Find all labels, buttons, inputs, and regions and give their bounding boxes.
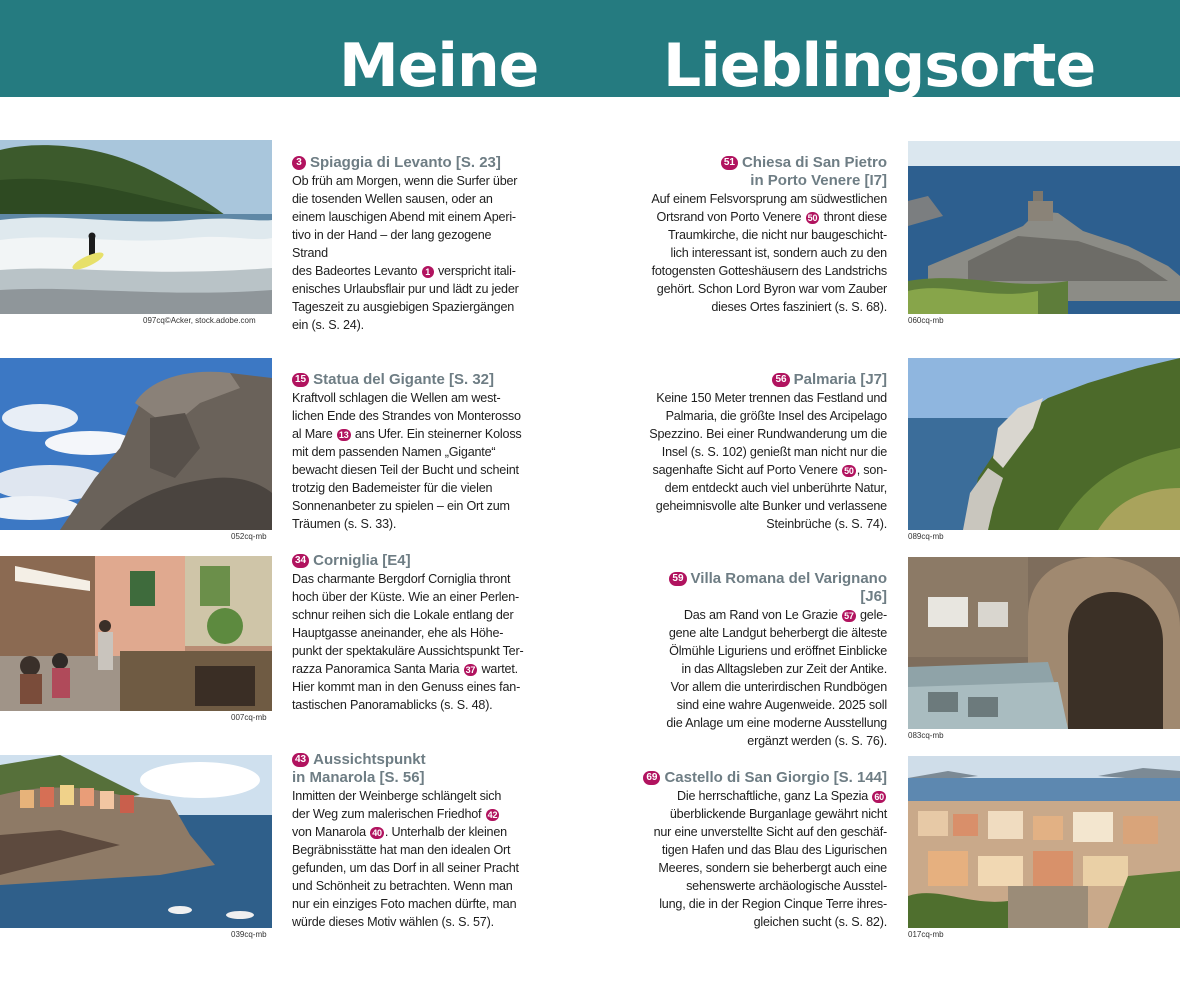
location-number-badge: 51 <box>721 156 738 170</box>
entry-title: 43 Aussichtspunkt in Manarola [S. 56] <box>292 751 426 787</box>
photo-spiaggia-di-levanto <box>0 140 272 314</box>
entry-title: 51 Chiesa di San Pietro in Porto Venere [I7] <box>640 154 887 190</box>
photo-palmaria <box>908 358 1180 530</box>
location-number-badge: 43 <box>292 753 309 767</box>
entry-description: Das charmante Bergdorf Corniglia thront hoch über der Küste. Wie an einer Perlen- schnur reihen sich die Lokale entlang der Hauptgasse aneinander, ehe als Höhe- punkt der spektakuläre Aussichtspunkt Ter- razza Panoramica Santa Maria 37 wartet. Hier kommt man in den Genuss eines fan- tastischen Panoramablicks (s. S. 48). <box>292 572 524 713</box>
entry-villa-romana-del-varignano <box>640 570 887 750</box>
photo-credit: 083cq-mb <box>908 731 944 740</box>
entry-title: 15 Statua del Gigante [S. 32] <box>292 371 528 389</box>
photo-credit: 017cq-mb <box>908 930 944 939</box>
location-number-badge: 15 <box>292 373 309 387</box>
entry-title: 56 Palmaria [J7] <box>640 371 887 389</box>
photo-credit: 052cq-mb <box>231 532 267 541</box>
page-title-word-1: Meine <box>339 31 539 101</box>
photo-manarola <box>0 755 272 928</box>
location-reference-badge: 50 <box>807 212 818 223</box>
entry-description: Auf einem Felsvorsprung am südwestlichen Ortsrand von Porto Venere 50 thront diese Traumkirche, die nicht nur baugeschicht- lich interessant ist, sondern auch zu den fotogensten Gotteshäusern des Landstrichs gehört. Schon Lord Byron war vom Zauber dieses Ortes fasziniert (s. S. 68). <box>651 192 887 315</box>
photo-chiesa-di-san-pietro <box>908 141 1180 314</box>
photo-credit: 097cq©Acker, stock.adobe.com <box>143 316 256 325</box>
location-number-badge: 3 <box>292 156 306 170</box>
entry-spiaggia-di-levanto <box>292 154 528 334</box>
location-reference-badge: 1 <box>422 266 434 278</box>
photo-credit: 039cq-mb <box>231 930 267 939</box>
location-reference-badge: 60 <box>874 791 884 802</box>
photo-statua-del-gigante <box>0 358 272 530</box>
location-number-badge: 34 <box>292 554 309 568</box>
entry-corniglia <box>292 552 528 714</box>
location-reference-badge: 37 <box>465 664 476 675</box>
photo-corniglia <box>0 556 272 711</box>
entry-statua-del-gigante <box>292 371 528 533</box>
entry-castello-di-san-giorgio <box>640 769 887 931</box>
location-reference-badge: 40 <box>372 827 382 838</box>
page-title-word-2: Lieblingsorte <box>663 31 1096 101</box>
photo-credit: 060cq-mb <box>908 316 944 325</box>
location-reference-badge: 13 <box>338 429 349 440</box>
entry-description: Die herrschaftliche, ganz La Spezia 60 überblickende Burganlage gewährt nicht nur eine unverstellte Sicht auf den geschäf- tigen Hafen und das Blau des Ligurischen Meeres, sondern sie beherbergt auch eine sehenswerte archäologische Ausstel- lung, die in der Region Cinque Terre ihres- gleichen sucht (s. S. 82). <box>653 789 887 930</box>
entry-title: 3 Spiaggia di Levanto [S. 23] <box>292 154 528 172</box>
entry-title: 34 Corniglia [E4] <box>292 552 528 570</box>
location-number-badge: 56 <box>772 373 789 387</box>
entry-title: 69 Castello di San Giorgio [S. 144] <box>640 769 887 787</box>
location-number-badge: 59 <box>669 572 686 586</box>
photo-castello-di-san-giorgio <box>908 756 1180 928</box>
location-reference-badge: 50 <box>844 465 854 476</box>
photo-villa-romana-del-varignano <box>908 557 1180 729</box>
photo-credit: 007cq-mb <box>231 713 267 722</box>
entry-description: Keine 150 Meter trennen das Festland und Palmaria, die größte Insel des Arcipelago Spezzino. Bei einer Rundwanderung um die Insel (s. S. 102) genießt man nicht nur die sagenhafte Sicht auf Porto Venere 50 , son- dem entdeckt auch viel unberührte Natur, geheimnisvolle alte Bunker und verlassene Steinbrüche (s. S. 74). <box>649 391 887 532</box>
location-reference-badge: 42 <box>487 809 498 820</box>
photo-credit: 089cq-mb <box>908 532 944 541</box>
entry-description: Ob früh am Morgen, wenn die Surfer über die tosenden Wellen sausen, oder an einem lauschigen Abend mit einem Aperi- tivo in der Hand – der lang gezogene Strand des Badeortes Levanto 1 verspricht itali- enisches Urlaubsflair pur und lädt zu jeder Tageszeit zu ausgiebigen Spaziergängen ein (s. S. 24). <box>292 174 519 333</box>
entry-description: Inmitten der Weinberge schlängelt sich der Weg zum malerischen Friedhof 42 von Manarola 40 . Unterhalb der kleinen Begräbnisstätte hat man den idealen Ort gefunden, um das Dorf in all seiner Pracht und Schönheit zu betrachten. Wenn man nur ein einziges Foto machen dürfte, man würde dieses Motiv wählen (s. S. 57). <box>292 789 519 930</box>
entry-palmaria <box>640 371 887 533</box>
location-reference-badge: 57 <box>844 610 854 621</box>
header-banner <box>0 0 1180 101</box>
entry-chiesa-di-san-pietro <box>640 154 887 316</box>
entry-aussichtspunkt-manarola <box>292 751 528 931</box>
entry-description: Kraftvoll schlagen die Wellen am west- lichen Ende des Strandes von Monterosso al Mare 13 ans Ufer. Ein steinerner Koloss mit dem passenden Namen „Gigante“ bewacht diesen Teil der Bucht und scheint trotzig den Bademeister für die vielen Sonnenanbeter zu spielen – ein Ort zum Träumen (s. S. 33). <box>292 391 522 532</box>
location-number-badge: 69 <box>643 771 660 785</box>
entry-description: Das am Rand von Le Grazie 57 gele- gene alte Landgut beherbergt die älteste Ölmühle Liguriens und eröffnet Einblicke in das Alltagsleben zur Zeit der Antike. Vor allem die unterirdischen Rundbögen sind eine wahre Augenweide. 2025 soll die Anlage um eine moderne Ausstellung ergänzt werden (s. S. 76). <box>666 608 887 749</box>
entry-title: 59 Villa Romana del Varignano [J6] <box>640 570 887 606</box>
